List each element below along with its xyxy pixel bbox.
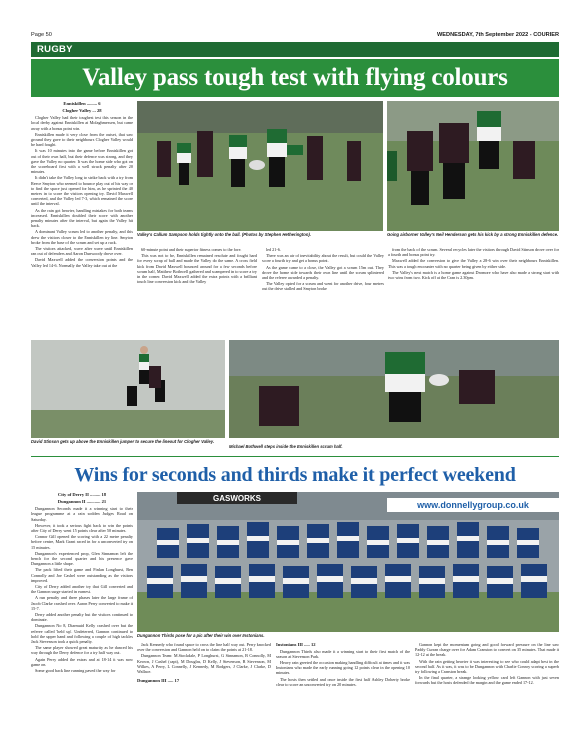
paragraph: A run penalty and three phases later the large frame of Jacob Clarke crashed over. Aaron Perry converted to make it 15-7. xyxy=(31,595,133,611)
paragraph: It was 10 minutes into the game before Enniskillen got out of their own half, but their defence was strong, and they gave the Valley no quarter. It was the home side who got on the scoreboard first with a well struck penalty after 20 minutes. xyxy=(31,148,133,175)
photo-david-stinson xyxy=(31,340,225,438)
paragraph: David Maxwell added the conversion points and the Valley led 14-6. Normally the Valley take out at the xyxy=(31,257,133,268)
paragraph: Dungannon Team: M.Stockdale, P Longhurst, G Sinnamon, B Connolly, M Keown, J Cashel (capt), M Douglas, D Kelly, J Stevenson, R Stevenson, M Wilkes, A Perry, L Connelly, J Kennedy, M Rodgers, J Clarke, J Clarke, D Wallace. xyxy=(137,653,271,675)
paragraph: Dungannon Thirds also made it a winning start to their first match of the season at Stevenson Park. xyxy=(276,648,410,659)
paragraph: There was an air of inevitability about the result, but could the Valley score a fourth try and get a bonus point. xyxy=(262,253,384,264)
paragraph: However, it took a serious fight back to win the points after City of Derry went 15 points clear after 50 minutes. xyxy=(31,522,133,533)
paragraph: from the back of the scrum. Several recycles later the visitors through David Stinson drove over for a fourth and bonus point try. xyxy=(388,247,559,258)
story2-column-2 xyxy=(137,642,271,732)
stand-sign: GASWORKS xyxy=(213,494,261,503)
paragraph: Gannon kept the momentum going and good forward pressure on the line saw Paddy Curran charge over for Adam Cranston to convert on 35 minutes. That made it 12-12 at the break. xyxy=(415,642,559,658)
sponsor-banner: www.donnellygroup.co.uk xyxy=(417,500,529,510)
score-away: Clogher Valley ... 28 xyxy=(62,107,102,113)
score-home: Enniskillen ......... 6 xyxy=(63,101,101,106)
paragraph: Dungannon No 8, Diarmuid Kelly crashed over but the referee called 'held up'. Undeterred, Gannon continued to hold the upper hand and following a couple of high tackles Jack Stevenson took a quick penalty. xyxy=(31,623,133,645)
paragraph: Some good back line running paved the way for xyxy=(35,668,116,674)
instonians-score: Instonians III ..... 12 xyxy=(276,642,316,647)
story2-column-1 xyxy=(31,492,133,732)
story2-column-3 xyxy=(276,642,410,732)
paragraph: Derry added another penalty but the visitors continued to dominate. xyxy=(31,612,133,623)
photo-callum-sampson xyxy=(137,101,383,231)
caption-photo2: Going airborne! Valley's Neil Henderson gets his kick by a strong Enniskillen defence. xyxy=(387,232,559,237)
paragraph: As the game came to a close, the Valley got a scrum 15m out. They drove the home side towards their own line until the scrum splintered and the referee awarded a penalty. xyxy=(262,264,384,281)
paragraph: A dominant Valley scrum led to another penalty, and this drew the visitors closer to the Enniskillen try line. Smyton broke from the base of the scrum and set up a ruck. xyxy=(31,229,133,245)
section-label: RUGBY xyxy=(31,42,559,57)
page-number: Page 50 xyxy=(31,32,52,38)
paragraph: Clogher Valley had their toughest test this season in the local derby against Enniskillen at Molaghmessen, but came away with a bonus point win. xyxy=(31,115,133,131)
story1-column-4 xyxy=(388,247,559,337)
story1-column-1 xyxy=(31,101,133,363)
photo-neil-henderson xyxy=(387,101,559,231)
second-headline: Wins for seconds and thirds make it perfect weekend xyxy=(74,463,516,486)
section-divider xyxy=(31,456,559,457)
paragraph: The visitors attacked, wave after wave until Enniskillen ran out of defenders and Aaron Dunwoody drove over. xyxy=(31,246,133,257)
sub-score: Dungannon III ..... 17 xyxy=(137,678,180,684)
paragraph: City of Derry added another try that Gill converted and the Gannon surge started in earnest. xyxy=(31,584,133,595)
paragraph: Heavy rain greeted the occasion making handling difficult at times and it was Instonians who made the early running going 12 points clear in the opening 10 minutes. xyxy=(276,660,410,676)
caption-team-photo: Dungannon Thirds pose for a pic after their win over Instonians. xyxy=(137,633,265,638)
caption-photo3: David Stinson gets up above the Enniskillen jumper to secure the lineout for Clogher Valley. xyxy=(31,439,215,444)
paragraph: The Valley's next match is a home game against Dromore who have also made a strong start with two wins from two. Kick off at the Cran is 2.30pm. xyxy=(388,269,559,281)
caption-photo1: Valley's Callum Sampson holds tightly onto the ball. (Photos by Stephen Hetherington). xyxy=(137,232,311,237)
paragraph: In the final quarter, a strange looking yellow card left Gannon with just seven forwards but the hosts defended the margin and the game ended 17-12. xyxy=(415,675,559,686)
paragraph: Jack Kennedy who found space to cross the line half way out. Perry knocked over the conversion and Gannon held on to claim the points at 21-18. xyxy=(137,642,271,653)
paragraph: With the rain getting heavier it was interesting to see who could adapt best in the second half. As it was, it was to be Dungannon with Charlie Conroy scoring a superb try following a Cranston break. xyxy=(415,658,559,675)
paragraph: Maxwell added the conversion to give the Valley a 28-6 win over their neighbours Enniskillen. This was a tough encounter with no quarter being given by either side. xyxy=(388,258,559,269)
main-headline: Valley pass tough test with flying colours xyxy=(31,59,559,97)
paragraph: The hosts then settled and once inside the first half Ashley Doherty broke clear to score an unconverted try on 20 minutes. xyxy=(276,676,410,687)
score-away: Dungannon II ............ 21 xyxy=(57,498,107,504)
paragraph: Again Perry added the extras and at 18-14 it was now game on. xyxy=(31,656,133,667)
paragraph: As the rain got heavier, handling mistakes for both teams increased. Enniskillen doubled their score with another penalty minutes after the interval, but again the Valley hit back. xyxy=(31,207,133,229)
caption-photo4: Michael Bothwell steps inside the Enniskillen scrum half. xyxy=(229,444,343,449)
photo-michael-bothwell xyxy=(229,340,559,438)
paragraph: 60-minute point and their superior fitness comes to the fore. xyxy=(141,247,242,252)
paragraph: It didn't take the Valley long to strike back with a try from Reece Smyton who seemed to bounce play out of his way or to find the space just opened for him, as he sprinted the 40 metres in to score the visitors opening try. David Maxwell converted, and the Valley led 7-3, which remained the score until the interval. xyxy=(31,175,133,207)
paragraph: Dungannon Seconds made it a winning start to their league programme at a rain sodden Judges Road on Saturday. xyxy=(31,506,133,522)
score-home: City of Derry II ......... 18 xyxy=(57,492,107,497)
paragraph: led 21-6. xyxy=(266,247,281,252)
story1-column-2 xyxy=(137,247,257,337)
story2-column-4 xyxy=(415,642,559,732)
page-header xyxy=(31,30,559,40)
paragraph: The Valley opted for a scrum and went for another drive, four metres out the drive stalled and Smyton broke xyxy=(262,281,384,292)
paragraph: Dungannon's experienced prop, Glen Sinnamon left the bench for the second quarter and his presence gave Dungannon a little shape. xyxy=(31,550,133,567)
photo-dungannon-thirds-team xyxy=(137,492,559,632)
paragraph: Connor Gill opened the scoring with a 22 metre penalty before centre, Mark Grant raced in for a unconverted try on 15 minutes. xyxy=(31,534,133,550)
paragraph: The pack lifted their game and Finlan Longhurst, Ben Connolly and Joe Cashel were outstanding as the visitors improved. xyxy=(31,567,133,583)
paragraph: This was not to be, Enniskillen remained resolute and fought hard for every scrap of ball and made the Valley do the same. A cross field kick from David Maxwell bounced around for a few seconds before scrum half, Matthew Bothwell gathered and scampered in to score a try in the corner. David Maxwell added the extra points with a brilliant touch line conversion kick and the Valley xyxy=(137,253,257,285)
story1-column-3 xyxy=(262,247,384,337)
paragraph: The same player showed great maturity as he danced his way through the Derry defence for a try half way out. xyxy=(31,645,133,656)
publication-date: WEDNESDAY, 7th September 2022 - COURIER xyxy=(437,32,559,38)
paragraph: Enniskillen made it very close from the outset, that saw ground they gave to their neighbours Clogher Valley would be hard fought. xyxy=(31,131,133,148)
